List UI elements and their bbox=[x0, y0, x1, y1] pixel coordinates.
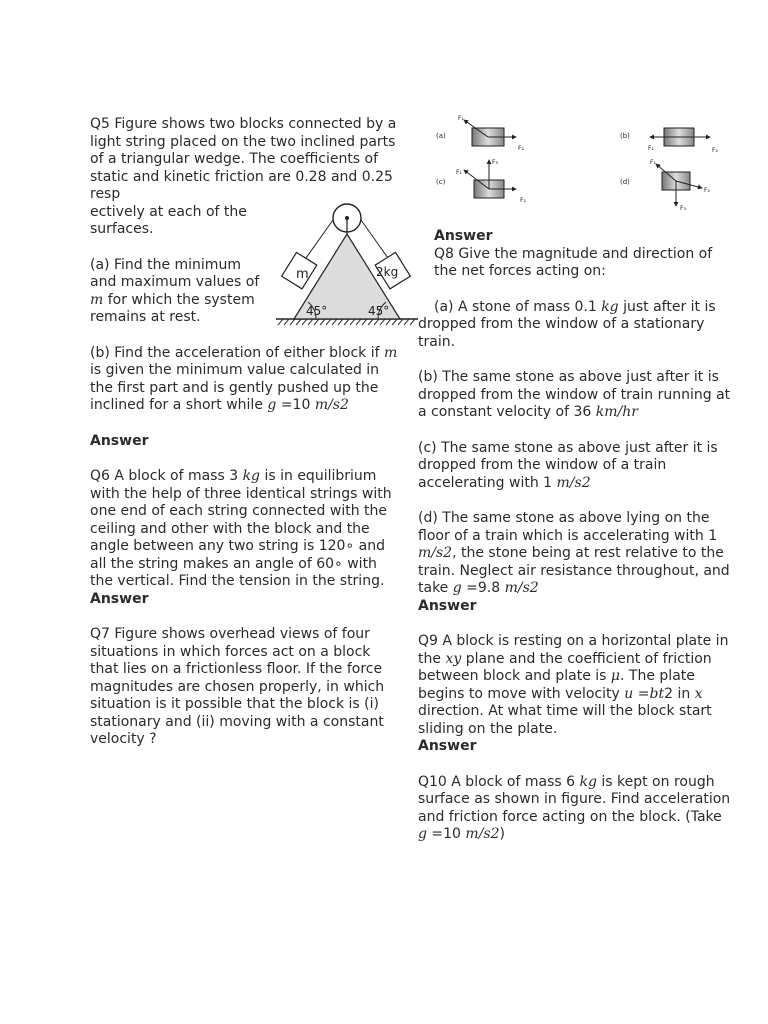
svg-text:F₁: F₁ bbox=[650, 159, 656, 166]
q7-fig-label-b: (b) bbox=[620, 132, 630, 140]
svg-text:F₃: F₃ bbox=[492, 159, 498, 166]
q5-intro-cont: ectively at each of the surfaces. bbox=[90, 203, 247, 237]
right-column bbox=[418, 228, 732, 844]
svg-text:F₁: F₁ bbox=[458, 115, 464, 122]
q5-wedge-figure bbox=[272, 198, 422, 330]
q5-part-b: (b) Find the acceleration of either block if m is given the minimum value calculated in the first part and is gently pushed up the inclined for a short while g =10 m/s2 bbox=[90, 344, 398, 413]
q5-part-a: (a) Find the minimum and maximum values of m for which the system remains at rest. bbox=[90, 256, 260, 325]
svg-text:F₁: F₁ bbox=[648, 145, 654, 152]
svg-text:F₂: F₂ bbox=[704, 187, 710, 194]
q6-answer-label: Answer bbox=[90, 590, 149, 607]
svg-text:F₃: F₃ bbox=[680, 205, 686, 212]
block-2kg-label: 2kg bbox=[376, 265, 399, 279]
angle-right-label: 45° bbox=[368, 304, 390, 318]
svg-text:F₂: F₂ bbox=[520, 197, 526, 204]
q5-intro: Q5 Figure shows two blocks connected by a light string placed on the two inclined parts of a triangular wedge. The coefficients of static and kinetic friction are 0.28 and 0.25 resp bbox=[90, 116, 397, 202]
svg-text:F₂: F₂ bbox=[712, 147, 718, 154]
q7-answer-label: Answer bbox=[434, 228, 493, 244]
q9-text: Q9 A block is resting on a horizontal plate in the xy plane and the coefficient of friction between block and plate is μ. The plate begins to move with velocity u =bt2 in x direction. At what time will the block start sliding on the plate. bbox=[418, 633, 729, 737]
q10-text: Q10 A block of mass 6 kg is kept on rough surface as shown in figure. Find acceleration and friction force acting on the block. (Take g =10 m/s2) bbox=[418, 773, 731, 842]
q8-answer-label: Answer bbox=[418, 597, 477, 614]
q7-text: Q7 Figure shows overhead views of four situations in which forces act on a block that lies on a frictionless floor. If the force magnitudes are chosen properly, in which situation is it possible that the block is (i) stationary and (ii) moving with a constant velocity ? bbox=[90, 626, 385, 747]
q9-answer-label: Answer bbox=[418, 738, 477, 754]
svg-text:F₁: F₁ bbox=[456, 169, 462, 176]
q8-part-d: (d) The same stone as above lying on the floor of a train which is accelerating with 1 m/s2, the stone being at rest relative to the train. Neglect air resistance throughout, and take g =9.8 m/s2 bbox=[418, 510, 730, 596]
q8-part-a: (a) A stone of mass 0.1 kg just after it is dropped from the window of a stationary train. bbox=[418, 298, 716, 350]
q8-intro: Q8 Give the magnitude and direction of the net forces acting on: bbox=[434, 245, 713, 279]
q6-text: Q6 A block of mass 3 kg is in equilibrium with the help of three identical strings with one end of each string connected with the ceiling and other with the block and the angle between any two string is 120∘ and all the string makes an angle of 60∘ with the vertical. Find the tension in the string. bbox=[90, 468, 392, 589]
q8-part-b: (b) The same stone as above just after it is dropped from the window of train running at a constant velocity of 36 km/hr bbox=[418, 369, 731, 420]
q5-answer-label: Answer bbox=[90, 432, 149, 449]
q8-part-c: (c) The same stone as above just after it is dropped from the window of a train accelerating with 1 m/s2 bbox=[418, 439, 718, 491]
angle-left-label: 45° bbox=[306, 304, 328, 318]
block-m-label: m bbox=[296, 267, 309, 282]
svg-text:F₂: F₂ bbox=[518, 145, 524, 152]
q7-force-figure bbox=[430, 112, 730, 216]
q7-fig-label-a: (a) bbox=[436, 132, 446, 140]
q7-fig-label-d: (d) bbox=[620, 178, 630, 186]
q7-fig-label-c: (c) bbox=[436, 178, 446, 186]
